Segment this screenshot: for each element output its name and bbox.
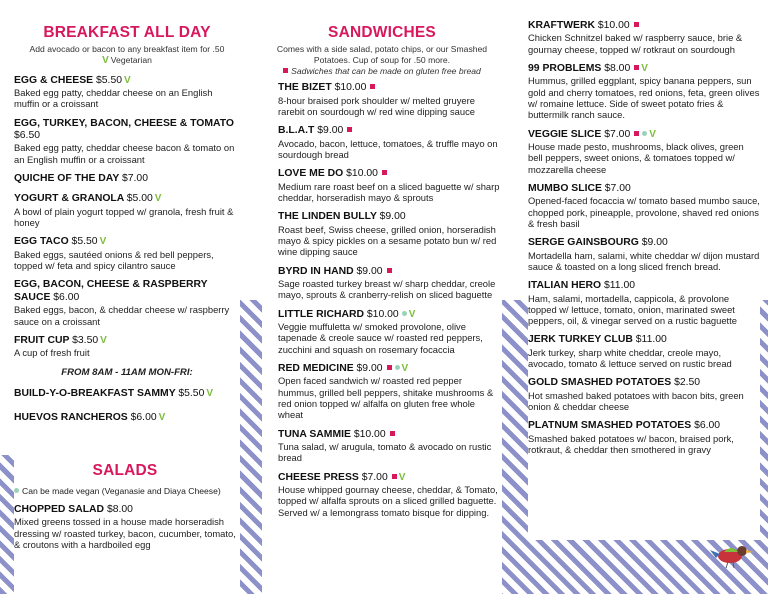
menu-item — [278, 309, 502, 355]
item-description: Roast beef, Swiss cheese, grilled onion, horseradish mayo & spicy pickles on a sesame potato bun w/ red wine dipping sauce — [278, 223, 497, 258]
bird-icon — [708, 540, 756, 570]
gluten-free-icon — [387, 365, 392, 370]
item-description: Hot smashed baked potatoes with bacon bits, green onion & cheddar cheese — [528, 389, 744, 413]
menu-item — [278, 266, 502, 301]
item-name: PLATNUM SMASHED POTATOES — [528, 420, 692, 432]
vegetarian-icon: V — [401, 362, 409, 374]
menu-item — [278, 429, 502, 464]
item-description: Avocado, bacon, lettuce, tomatoes, & truffle mayo on sourdough bread — [278, 137, 498, 161]
salads-panel — [14, 452, 236, 594]
item-price: $2.50 — [674, 377, 701, 389]
vegetarian-icon: V — [398, 471, 406, 483]
item-description: Smashed baked potatoes w/ bacon, braised pork, rotkraut, & cheddar then smothered in gravy — [528, 432, 734, 456]
item-description: House made pesto, mushrooms, black olives, green bell peppers, sweet onions, & tomatoes topped w/ mozzarella cheese — [528, 141, 744, 175]
item-description: Sage roasted turkey breast w/ sharp cheddar, creole mayo, sprouts & cranberry-relish on sliced baguette — [278, 278, 496, 301]
breakfast-heading: BREAKFAST ALL DAY — [43, 24, 211, 41]
item-description: Mortadella ham, salami, white cheddar w/ dijon mustard sauce & toasted on a long sliced french bread. — [528, 249, 760, 272]
menu-item — [528, 237, 760, 272]
item-name: CHOPPED SALAD — [14, 504, 105, 515]
item-price: $7.00 — [604, 128, 631, 140]
vegan-note-text: Can be made vegan (Veganasie and Diaya Cheese) — [22, 486, 221, 496]
item-name: BYRD IN HAND — [278, 265, 354, 277]
menu-item — [528, 63, 760, 121]
gluten-free-icon — [347, 127, 352, 132]
gluten-free-icon — [382, 170, 387, 175]
item-name: THE LINDEN BULLY — [278, 211, 377, 223]
menu-item — [14, 236, 240, 271]
item-price: $10.00 — [334, 82, 367, 94]
item-price: $7.00 — [361, 471, 388, 483]
item-price: $11.00 — [604, 280, 636, 292]
item-description: House whipped gournay cheese, cheddar, & Tomato, topped w/ alfalfa sprouts on a sliced grilled baguette. Served w/ a lemongrass tomato bisque for dipping. — [278, 483, 498, 518]
vegan-icon — [642, 131, 647, 136]
gluten-free-icon — [634, 65, 639, 70]
vegetarian-icon: V — [641, 63, 648, 74]
item-price: $10.00 — [346, 168, 378, 180]
item-description: Medium rare roast beef on a sliced baguette w/ sharp cheddar, horseradish mayo & sprouts — [278, 180, 500, 204]
vegetarian-icon: V — [408, 308, 416, 320]
item-name: MUMBO SLICE — [528, 182, 602, 194]
item-description: Hummus, grilled eggplant, spicy banana peppers, sun gold and cherry tomatoes, red onions, feta, green olives w/ romaine lettuce. Side of sweet potato fries & buttermilk ranch sauce. — [528, 75, 760, 121]
menu-item — [14, 279, 240, 326]
menu-item — [278, 363, 502, 421]
sandwiches-note: Comes with a side salad, potato chips, or our Smashed Potatoes. Cup of soup for .50 more. — [276, 44, 488, 65]
menu-item — [14, 504, 236, 550]
vegan-icon — [14, 488, 19, 493]
bird-illustration — [708, 540, 756, 575]
vegan-icon — [402, 311, 407, 316]
item-price: $9.00 — [641, 237, 668, 249]
breakfast-note: Add avocado or bacon to any breakfast item for .50 — [29, 44, 225, 54]
item-name: FRUIT CUP — [14, 334, 70, 346]
vegetarian-legend — [14, 55, 240, 67]
item-description: Opened-faced focaccia w/ tomato based mumbo sauce, chopped pork, pineapple, provolone, shaved red onions & fresh basil — [528, 195, 760, 229]
menu-item — [528, 20, 760, 55]
vegetarian-icon: V — [124, 74, 131, 86]
item-name: EGG & CHEESE — [14, 74, 94, 86]
sandwiches-panel — [262, 0, 502, 604]
item-name: EGG, TURKEY, BACON, CHEESE & TOMATO — [14, 117, 234, 129]
item-name: THE BIZET — [278, 82, 332, 94]
gluten-free-note-text: Sadwiches that can be made on gluten free bread — [291, 65, 481, 76]
gluten-free-icon — [390, 431, 395, 436]
item-price: $6.50 — [14, 130, 41, 141]
item-price: $9.00 — [356, 265, 383, 277]
item-name: HUEVOS RANCHEROS — [14, 411, 128, 423]
gluten-free-note — [262, 66, 502, 77]
item-description: Baked egg patty, cheddar cheese bacon & tomato on an English muffin or a croissant — [14, 142, 235, 165]
item-name: KRAFTWERK — [528, 20, 595, 31]
vegan-note — [14, 486, 236, 496]
vegan-icon — [395, 365, 400, 370]
item-description: A cup of fresh fruit — [14, 347, 90, 359]
item-price: $3.50 — [72, 334, 99, 346]
item-name: BUILD-Y-O-BREAKFAST SAMMY — [14, 387, 176, 399]
menu-item — [278, 211, 502, 257]
item-name: CHEESE PRESS — [278, 471, 359, 483]
specials-panel — [528, 0, 760, 540]
vegetarian-legend-label: Vegetarian — [110, 54, 152, 65]
sandwiches-list — [262, 82, 502, 517]
item-description: A bowl of plain yogurt topped w/ granola, fresh fruit & honey — [14, 205, 234, 229]
item-name: 99 PROBLEMS — [528, 63, 602, 74]
item-description: Veggie muffuletta w/ smoked provolone, olive tapenade & creole sauce w/ roasted red peppers, zucchini and squash on rosemary focaccia — [278, 321, 483, 355]
weekday-hours-label: FROM 8AM - 11AM MON-FRI: — [61, 366, 193, 378]
specials-list — [528, 20, 760, 455]
item-price: $9.00 — [317, 125, 344, 137]
item-price: $11.00 — [635, 334, 667, 346]
gluten-free-icon — [387, 268, 392, 273]
item-description: Baked egg patty, cheddar cheese on an English muffin or a croissant — [14, 87, 213, 110]
item-price: $10.00 — [597, 20, 630, 31]
gluten-free-icon — [370, 84, 375, 89]
menu-item — [278, 82, 502, 117]
menu-item — [14, 335, 240, 359]
menu-item — [14, 412, 240, 424]
item-price: $5.50 — [96, 74, 123, 86]
item-name: GOLD SMASHED POTATOES — [528, 377, 672, 389]
item-price: $5.50 — [178, 387, 205, 399]
item-description: Tuna salad, w/ arugula, tomato & avocado on rustic bread — [278, 440, 492, 464]
sandwiches-heading: SANDWICHES — [328, 24, 436, 41]
item-price: $10.00 — [366, 308, 399, 320]
vegetarian-icon: V — [154, 193, 162, 205]
breakfast-list — [14, 75, 240, 425]
item-name: QUICHE OF THE DAY — [14, 173, 120, 184]
menu-item — [528, 377, 760, 412]
menu-item — [14, 118, 240, 165]
item-name: LOVE ME DO — [278, 168, 344, 180]
item-price: $9.00 — [356, 362, 383, 374]
item-description: Chicken Schnitzel baked w/ raspberry sauce, brie & gournay cheese, topped w/ rotkraut on sourdough — [528, 32, 743, 55]
item-description: 8-hour braised pork shoulder w/ melted gruyere rarebit on sourdough w/ red wine dipping sauce — [278, 94, 475, 118]
gluten-free-icon — [392, 474, 397, 479]
item-price: $7.00 — [121, 173, 148, 184]
item-price: $6.00 — [130, 411, 157, 423]
gluten-free-icon — [634, 131, 639, 136]
item-name: EGG TACO — [14, 236, 69, 248]
menu-item — [528, 183, 760, 229]
vegetarian-icon: V — [649, 128, 656, 140]
menu-item — [278, 472, 502, 518]
menu-item — [528, 129, 760, 175]
item-name: SERGE GAINSBOURG — [528, 237, 639, 249]
item-name: ITALIAN HERO — [528, 280, 602, 292]
item-price: $8.00 — [604, 63, 631, 74]
item-price: $6.00 — [694, 420, 721, 432]
item-name: B.L.A.T — [278, 125, 315, 137]
item-price: $9.00 — [379, 211, 406, 223]
menu-item — [528, 420, 760, 455]
menu-item — [14, 388, 240, 400]
item-description: Ham, salami, mortadella, cappicola, & provolone topped w/ lettuce, tomato, onion, marinated sweet peppers, oil, & vinegar served on a rustic baguette — [528, 292, 737, 327]
item-price: $6.00 — [53, 291, 80, 303]
item-price: $7.00 — [604, 182, 631, 194]
item-name: JERK TURKEY CLUB — [528, 334, 633, 346]
menu-item — [278, 125, 502, 160]
vegetarian-icon: V — [102, 54, 109, 66]
item-name: TUNA SAMMIE — [278, 428, 351, 440]
item-description: Jerk turkey, sharp white cheddar, creole mayo, avocado, tomato & lettuce served on rustic bread — [528, 346, 732, 370]
item-description: Baked eggs, bacon, & cheddar cheese w/ raspberry sauce on a croissant — [14, 304, 230, 327]
menu-item — [278, 168, 502, 203]
item-price: $8.00 — [106, 504, 133, 515]
vegetarian-icon: V — [206, 387, 214, 399]
menu-item — [14, 173, 240, 185]
gluten-free-icon — [634, 22, 639, 27]
item-price: $10.00 — [353, 428, 386, 440]
item-name: YOGURT & GRANOLA — [14, 193, 124, 205]
vegetarian-icon: V — [100, 334, 107, 346]
item-name: LITTLE RICHARD — [278, 308, 365, 320]
item-price: $5.00 — [126, 193, 153, 205]
item-name: VEGGIE SLICE — [528, 128, 602, 140]
item-name: EGG, BACON, CHEESE & RASPBERRY SAUCE — [14, 279, 208, 303]
vegetarian-icon: V — [158, 411, 166, 423]
item-description: Open faced sandwich w/ roasted red pepper hummus, grilled bell peppers, shitake mushrooms & red onion topped w/ alfalfa on gluten free whole wheat — [278, 375, 494, 421]
menu-item — [528, 334, 760, 369]
menu-item — [14, 193, 240, 228]
vegetarian-icon: V — [99, 236, 107, 248]
item-description: Mixed greens tossed in a house made horseradish dressing w/ roasted turkey, bacon, cucumber, tomato, & croutons with a hardboiled egg — [14, 516, 236, 550]
item-price: $5.50 — [71, 236, 98, 248]
menu-item — [528, 280, 760, 326]
item-description: Baked eggs, sautéed onions & red bell peppers, topped w/ feta and spicy cilantro sauce — [14, 248, 214, 272]
item-name: RED MEDICINE — [278, 362, 354, 374]
salads-heading: SALADS — [92, 462, 158, 479]
gluten-free-icon — [283, 68, 288, 73]
menu-item — [14, 75, 240, 110]
